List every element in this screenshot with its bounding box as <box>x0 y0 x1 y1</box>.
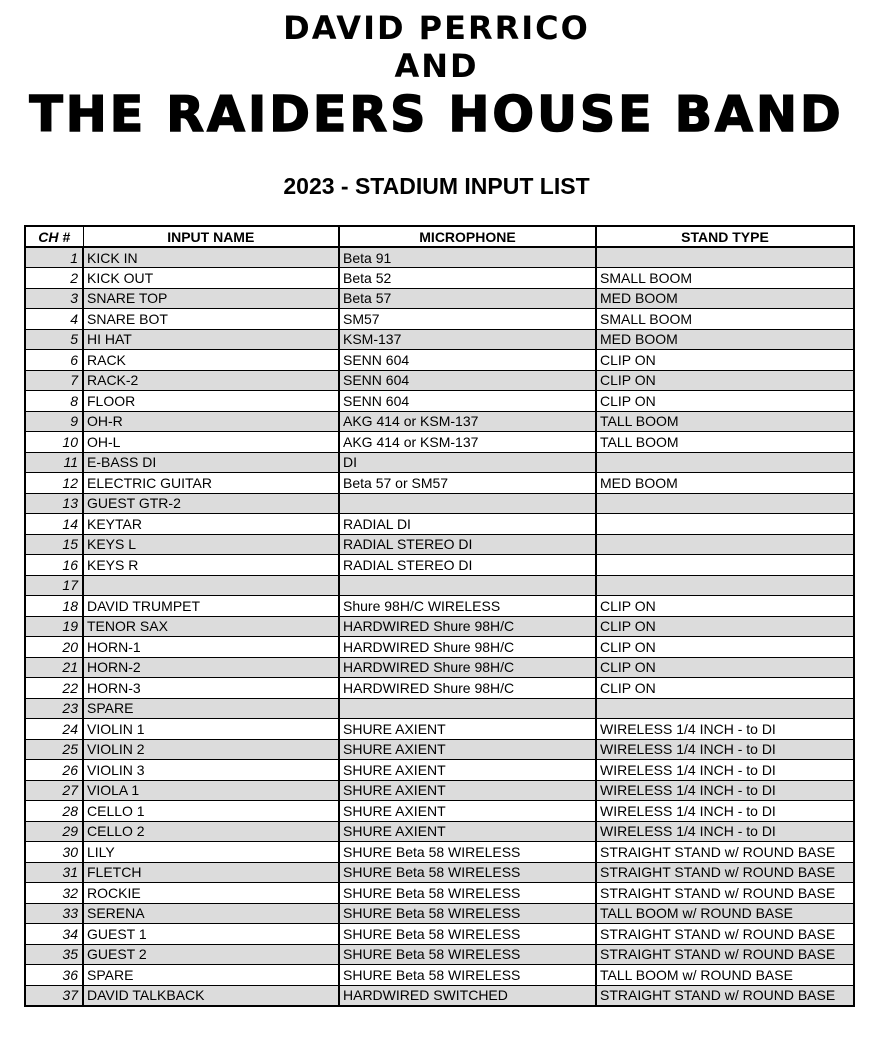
input-name-cell: FLOOR <box>83 391 339 412</box>
microphone-cell: KSM-137 <box>339 329 596 350</box>
table-row <box>25 760 854 781</box>
input-name-cell: SNARE TOP <box>83 288 339 309</box>
channel-number-cell: 26 <box>25 760 83 781</box>
stand-type-cell: TALL BOOM w/ ROUND BASE <box>596 903 854 924</box>
stand-type-cell: WIRELESS 1/4 INCH - to DI <box>596 780 854 801</box>
stand-type-cell: SMALL BOOM <box>596 309 854 330</box>
microphone-cell: SHURE Beta 58 WIRELESS <box>339 965 596 986</box>
input-name-cell: HORN-2 <box>83 657 339 678</box>
channel-number-cell: 2 <box>25 268 83 289</box>
input-name-cell: KEYS L <box>83 534 339 555</box>
table-row <box>25 780 854 801</box>
channel-number-cell: 8 <box>25 391 83 412</box>
stand-type-cell <box>596 247 854 268</box>
input-name-cell: KICK IN <box>83 247 339 268</box>
microphone-cell: SHURE AXIENT <box>339 821 596 842</box>
channel-number-cell: 16 <box>25 555 83 576</box>
stand-type-cell: WIRELESS 1/4 INCH - to DI <box>596 739 854 760</box>
input-name-cell: ROCKIE <box>83 883 339 904</box>
microphone-cell: SHURE Beta 58 WIRELESS <box>339 842 596 863</box>
input-name-cell: VIOLIN 2 <box>83 739 339 760</box>
microphone-cell: SHURE Beta 58 WIRELESS <box>339 862 596 883</box>
microphone-cell: HARDWIRED Shure 98H/C <box>339 616 596 637</box>
channel-number-cell: 3 <box>25 288 83 309</box>
channel-number-cell: 32 <box>25 883 83 904</box>
microphone-cell: AKG 414 or KSM-137 <box>339 411 596 432</box>
channel-number-cell: 29 <box>25 821 83 842</box>
table-row <box>25 432 854 453</box>
microphone-cell: Beta 52 <box>339 268 596 289</box>
stand-type-cell: TALL BOOM <box>596 432 854 453</box>
input-name-cell: LILY <box>83 842 339 863</box>
channel-number-cell: 19 <box>25 616 83 637</box>
table-row <box>25 350 854 371</box>
input-name-cell: GUEST GTR-2 <box>83 493 339 514</box>
table-row <box>25 965 854 986</box>
table-row <box>25 862 854 883</box>
stand-type-cell: MED BOOM <box>596 288 854 309</box>
table-row <box>25 842 854 863</box>
stand-type-cell: STRAIGHT STAND w/ ROUND BASE <box>596 944 854 965</box>
microphone-cell: RADIAL DI <box>339 514 596 535</box>
stand-type-cell: MED BOOM <box>596 329 854 350</box>
microphone-cell: RADIAL STEREO DI <box>339 555 596 576</box>
stand-type-cell <box>596 698 854 719</box>
input-name-cell: GUEST 1 <box>83 924 339 945</box>
channel-number-cell: 18 <box>25 596 83 617</box>
table-row <box>25 514 854 535</box>
channel-number-cell: 22 <box>25 678 83 699</box>
band-logo-line-3: THE RAIDERS HOUSE BAND <box>29 86 844 143</box>
channel-number-cell: 24 <box>25 719 83 740</box>
input-name-cell: FLETCH <box>83 862 339 883</box>
table-row <box>25 329 854 350</box>
band-logo-line-1: DAVID PERRICO <box>283 9 590 47</box>
stand-type-cell: WIRELESS 1/4 INCH - to DI <box>596 801 854 822</box>
microphone-cell: HARDWIRED Shure 98H/C <box>339 657 596 678</box>
channel-number-cell: 25 <box>25 739 83 760</box>
input-name-cell: KEYS R <box>83 555 339 576</box>
stand-type-cell: CLIP ON <box>596 350 854 371</box>
microphone-cell <box>339 575 596 596</box>
table-row <box>25 903 854 924</box>
channel-number-cell: 7 <box>25 370 83 391</box>
table-row <box>25 944 854 965</box>
column-header-channel: CH # <box>25 226 83 247</box>
microphone-cell: SHURE AXIENT <box>339 760 596 781</box>
column-header-microphone: MICROPHONE <box>339 226 596 247</box>
column-header-stand-type: STAND TYPE <box>596 226 854 247</box>
channel-number-cell: 27 <box>25 780 83 801</box>
microphone-cell: Shure 98H/C WIRELESS <box>339 596 596 617</box>
stand-type-cell: STRAIGHT STAND w/ ROUND BASE <box>596 883 854 904</box>
stand-type-cell: WIRELESS 1/4 INCH - to DI <box>596 821 854 842</box>
stand-type-cell: CLIP ON <box>596 370 854 391</box>
microphone-cell: HARDWIRED SWITCHED <box>339 985 596 1006</box>
microphone-cell: RADIAL STEREO DI <box>339 534 596 555</box>
table-row <box>25 391 854 412</box>
table-row <box>25 473 854 494</box>
input-name-cell: VIOLIN 1 <box>83 719 339 740</box>
input-name-cell: ELECTRIC GUITAR <box>83 473 339 494</box>
input-name-cell: OH-R <box>83 411 339 432</box>
microphone-cell <box>339 493 596 514</box>
microphone-cell: SHURE AXIENT <box>339 719 596 740</box>
stand-type-cell: CLIP ON <box>596 678 854 699</box>
input-name-cell: DAVID TRUMPET <box>83 596 339 617</box>
table-row <box>25 452 854 473</box>
stand-type-cell <box>596 555 854 576</box>
microphone-cell: AKG 414 or KSM-137 <box>339 432 596 453</box>
table-row <box>25 637 854 658</box>
channel-number-cell: 28 <box>25 801 83 822</box>
input-name-cell: KEYTAR <box>83 514 339 535</box>
input-list-table <box>24 225 855 1007</box>
stand-type-cell: WIRELESS 1/4 INCH - to DI <box>596 719 854 740</box>
table-row <box>25 924 854 945</box>
microphone-cell: HARDWIRED Shure 98H/C <box>339 678 596 699</box>
stand-type-cell: WIRELESS 1/4 INCH - to DI <box>596 760 854 781</box>
stand-type-cell: STRAIGHT STAND w/ ROUND BASE <box>596 842 854 863</box>
microphone-cell: SHURE Beta 58 WIRELESS <box>339 924 596 945</box>
table-row <box>25 309 854 330</box>
document-title: 2023 - STADIUM INPUT LIST <box>283 173 590 199</box>
channel-number-cell: 12 <box>25 473 83 494</box>
channel-number-cell: 30 <box>25 842 83 863</box>
channel-number-cell: 1 <box>25 247 83 268</box>
input-list-body <box>25 247 854 1006</box>
table-row <box>25 596 854 617</box>
microphone-cell: SHURE Beta 58 WIRELESS <box>339 883 596 904</box>
table-row <box>25 719 854 740</box>
microphone-cell: SENN 604 <box>339 391 596 412</box>
stand-type-cell: CLIP ON <box>596 391 854 412</box>
input-name-cell: E-BASS DI <box>83 452 339 473</box>
channel-number-cell: 35 <box>25 944 83 965</box>
channel-number-cell: 6 <box>25 350 83 371</box>
channel-number-cell: 15 <box>25 534 83 555</box>
channel-number-cell: 9 <box>25 411 83 432</box>
table-row <box>25 411 854 432</box>
table-row <box>25 493 854 514</box>
microphone-cell: Beta 57 <box>339 288 596 309</box>
table-row <box>25 801 854 822</box>
band-logo-line-2: AND <box>394 47 479 85</box>
microphone-cell: SENN 604 <box>339 370 596 391</box>
table-row <box>25 985 854 1006</box>
table-row <box>25 739 854 760</box>
table-row <box>25 698 854 719</box>
stand-type-cell: CLIP ON <box>596 657 854 678</box>
input-name-cell: SNARE BOT <box>83 309 339 330</box>
input-name-cell: HORN-3 <box>83 678 339 699</box>
table-row <box>25 616 854 637</box>
microphone-cell: Beta 57 or SM57 <box>339 473 596 494</box>
microphone-cell: SHURE Beta 58 WIRELESS <box>339 903 596 924</box>
channel-number-cell: 21 <box>25 657 83 678</box>
input-name-cell: SPARE <box>83 965 339 986</box>
channel-number-cell: 23 <box>25 698 83 719</box>
microphone-cell: DI <box>339 452 596 473</box>
input-name-cell: RACK-2 <box>83 370 339 391</box>
microphone-cell: SENN 604 <box>339 350 596 371</box>
microphone-cell: Beta 91 <box>339 247 596 268</box>
stand-type-cell <box>596 452 854 473</box>
input-name-cell: TENOR SAX <box>83 616 339 637</box>
channel-number-cell: 20 <box>25 637 83 658</box>
input-name-cell: VIOLA 1 <box>83 780 339 801</box>
stand-type-cell: TALL BOOM w/ ROUND BASE <box>596 965 854 986</box>
stand-type-cell: CLIP ON <box>596 637 854 658</box>
channel-number-cell: 33 <box>25 903 83 924</box>
table-row <box>25 657 854 678</box>
channel-number-cell: 34 <box>25 924 83 945</box>
stand-type-cell <box>596 514 854 535</box>
microphone-cell: HARDWIRED Shure 98H/C <box>339 637 596 658</box>
table-row <box>25 247 854 268</box>
table-header-row <box>25 226 854 247</box>
stand-type-cell: CLIP ON <box>596 616 854 637</box>
stand-type-cell: CLIP ON <box>596 596 854 617</box>
channel-number-cell: 13 <box>25 493 83 514</box>
channel-number-cell: 17 <box>25 575 83 596</box>
input-name-cell: SERENA <box>83 903 339 924</box>
microphone-cell: SM57 <box>339 309 596 330</box>
channel-number-cell: 36 <box>25 965 83 986</box>
microphone-cell: SHURE AXIENT <box>339 801 596 822</box>
stand-type-cell: STRAIGHT STAND w/ ROUND BASE <box>596 985 854 1006</box>
channel-number-cell: 14 <box>25 514 83 535</box>
stand-type-cell: MED BOOM <box>596 473 854 494</box>
table-row <box>25 883 854 904</box>
input-name-cell <box>83 575 339 596</box>
table-row <box>25 678 854 699</box>
table-row <box>25 370 854 391</box>
input-name-cell: DAVID TALKBACK <box>83 985 339 1006</box>
table-row <box>25 555 854 576</box>
input-name-cell: GUEST 2 <box>83 944 339 965</box>
table-row <box>25 575 854 596</box>
stand-type-cell: STRAIGHT STAND w/ ROUND BASE <box>596 924 854 945</box>
input-name-cell: KICK OUT <box>83 268 339 289</box>
stand-type-cell: STRAIGHT STAND w/ ROUND BASE <box>596 862 854 883</box>
microphone-cell: SHURE AXIENT <box>339 739 596 760</box>
microphone-cell <box>339 698 596 719</box>
channel-number-cell: 10 <box>25 432 83 453</box>
microphone-cell: SHURE Beta 58 WIRELESS <box>339 944 596 965</box>
column-header-input-name: INPUT NAME <box>83 226 339 247</box>
input-name-cell: HI HAT <box>83 329 339 350</box>
input-name-cell: CELLO 2 <box>83 821 339 842</box>
input-name-cell: OH-L <box>83 432 339 453</box>
stand-type-cell <box>596 575 854 596</box>
microphone-cell: SHURE AXIENT <box>339 780 596 801</box>
table-row <box>25 288 854 309</box>
input-name-cell: SPARE <box>83 698 339 719</box>
channel-number-cell: 11 <box>25 452 83 473</box>
input-name-cell: HORN-1 <box>83 637 339 658</box>
channel-number-cell: 37 <box>25 985 83 1006</box>
channel-number-cell: 5 <box>25 329 83 350</box>
channel-number-cell: 31 <box>25 862 83 883</box>
table-row <box>25 821 854 842</box>
table-row <box>25 534 854 555</box>
channel-number-cell: 4 <box>25 309 83 330</box>
stand-type-cell: SMALL BOOM <box>596 268 854 289</box>
stand-type-cell <box>596 534 854 555</box>
stand-type-cell: TALL BOOM <box>596 411 854 432</box>
stand-type-cell <box>596 493 854 514</box>
input-name-cell: RACK <box>83 350 339 371</box>
input-name-cell: CELLO 1 <box>83 801 339 822</box>
input-name-cell: VIOLIN 3 <box>83 760 339 781</box>
table-row <box>25 268 854 289</box>
